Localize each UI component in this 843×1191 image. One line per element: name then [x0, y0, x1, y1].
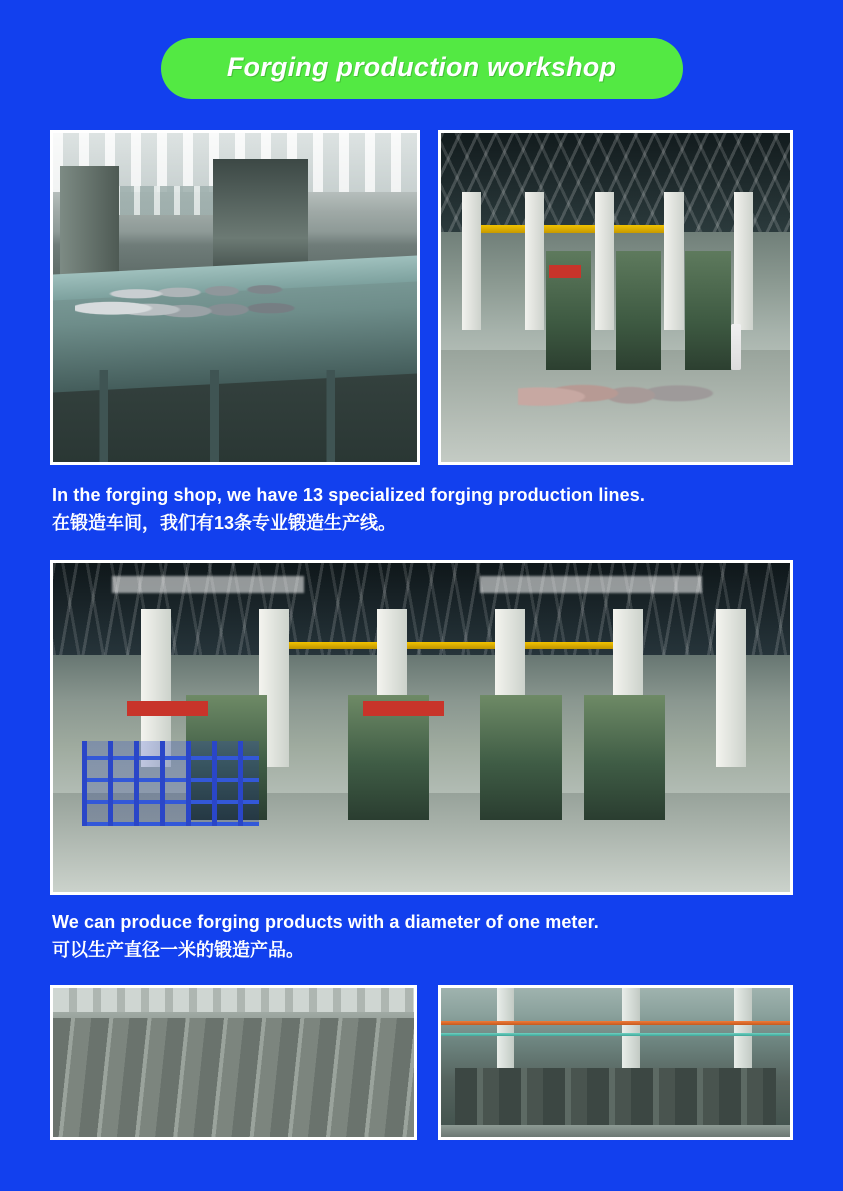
caption-2-chinese: 可以生产直径一米的锻造产品。 [52, 940, 304, 960]
machine-name-plate [127, 701, 208, 716]
photo-casting-rows [50, 985, 417, 1140]
green-pipe [441, 1033, 790, 1036]
photo-scene [441, 988, 790, 1137]
photo-wide-forging-hall-inner [53, 563, 790, 892]
forging-press [480, 695, 561, 820]
forging-press [584, 695, 665, 820]
worker-figure [731, 324, 741, 370]
photo-press-line-hall [438, 130, 793, 465]
forging-press [616, 251, 661, 369]
caption-2-english: We can produce forging products with a diameter of one meter. [52, 912, 599, 932]
photo-stacked-molds [438, 985, 793, 1140]
caption-block-2 [52, 912, 599, 962]
workbench-legs [82, 370, 373, 462]
support-column [664, 192, 683, 330]
photo-wide-forging-hall [50, 560, 793, 895]
photo-scene [53, 563, 790, 892]
photo-scene [53, 133, 417, 462]
support-column [595, 192, 614, 330]
machine-name-plate [363, 701, 444, 716]
support-column [525, 192, 544, 330]
photo-forged-parts-on-table [50, 130, 420, 465]
overhead-crane-beam [274, 642, 613, 649]
support-column [716, 609, 745, 767]
skylight [480, 576, 701, 592]
page-title-container [0, 38, 843, 99]
shop-floor [441, 1125, 790, 1137]
photo-casting-rows-inner [53, 988, 414, 1137]
support-column [462, 192, 481, 330]
photo-press-line-hall-inner [441, 133, 790, 462]
photo-scene [441, 133, 790, 462]
stacked-mold-blocks [455, 1068, 776, 1128]
page-title: Forging production workshop [226, 52, 617, 82]
casting-rows [53, 1018, 414, 1137]
forging-press [685, 251, 730, 369]
support-column [734, 192, 753, 330]
skylight [112, 576, 304, 592]
blue-storage-rack [82, 741, 259, 827]
photo-forged-parts-on-table-inner [53, 133, 417, 462]
parts-pallets [518, 357, 734, 423]
photo-stacked-molds-inner [441, 988, 790, 1137]
overhead-crane-beam [462, 225, 678, 233]
roof-structure [53, 988, 414, 1012]
caption-1-english: In the forging shop, we have 13 specialized forging production lines. [52, 485, 645, 505]
caption-block-1 [52, 485, 645, 535]
photo-scene [53, 988, 414, 1137]
caption-1-chinese: 在锻造车间，我们有13条专业锻造生产线。 [52, 513, 397, 533]
forged-parts-cluster [75, 265, 381, 337]
orange-pipe [441, 1021, 790, 1025]
machine-name-plate [549, 265, 580, 278]
page-title-pill [161, 38, 683, 99]
